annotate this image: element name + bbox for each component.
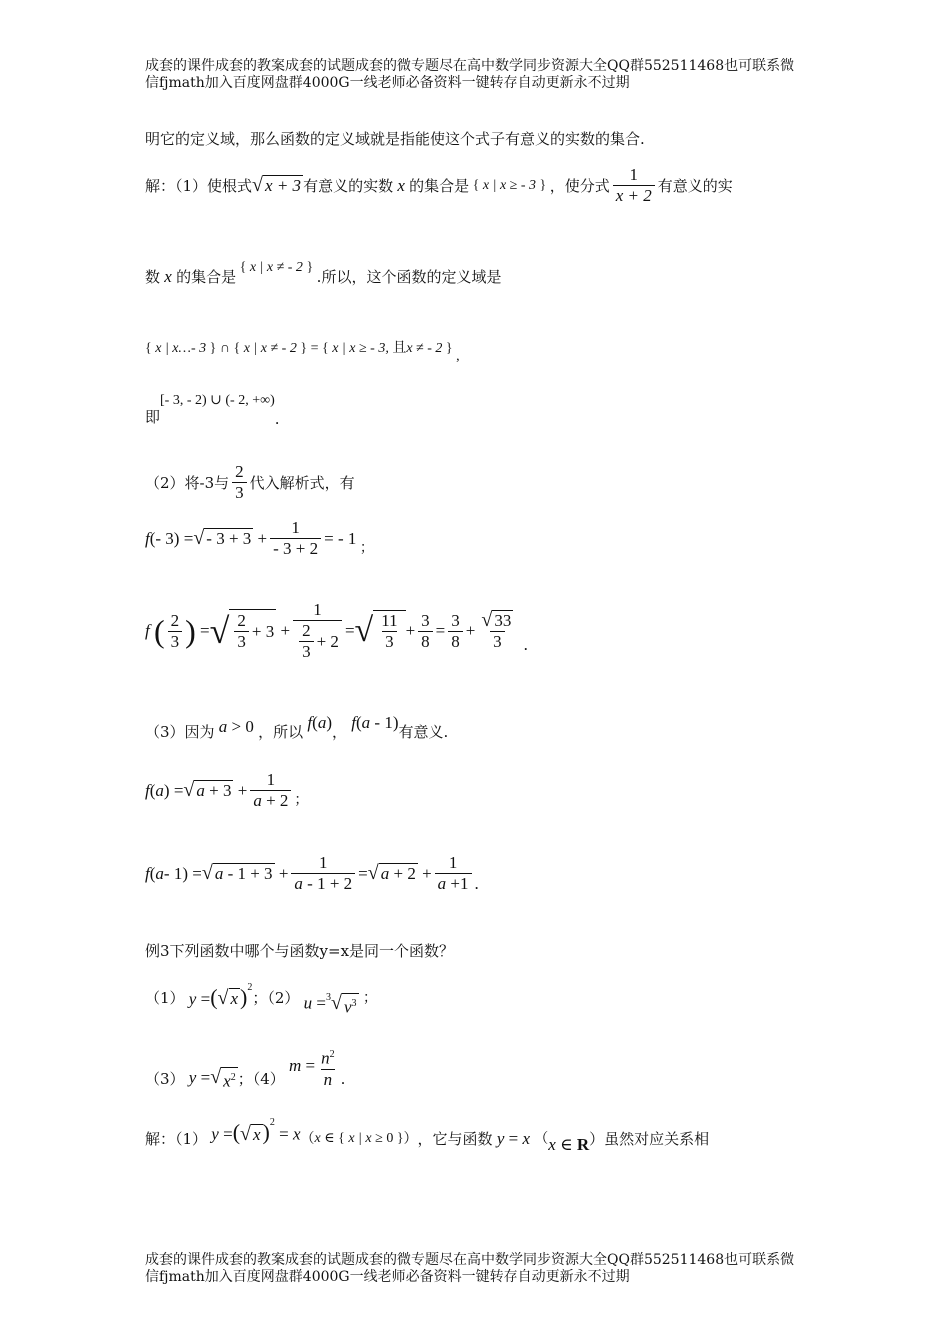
solution-1-text-g: 的集合是: [176, 268, 237, 286]
and-word: 且: [392, 341, 407, 356]
solution-3-formula: y =( √ x )$^2$ = x: [207, 1117, 301, 1145]
solution-3-text-b: ，它与函数: [417, 1130, 493, 1149]
set-x-ge-minus-3-alt: x | x…- 3: [155, 341, 207, 356]
var-x: x: [393, 175, 410, 195]
part-2-text-a: （2）将-3与: [145, 473, 230, 492]
example-3-options-3-4: （3） y = √ $x^2$ ；（4） m = $\frac{n^2}{n}$ .: [145, 1045, 345, 1090]
f-a: f(a): [303, 713, 332, 732]
solution-1-text-e: 有意义的实: [657, 176, 733, 195]
part-3-text-d: 有意义.: [398, 723, 449, 741]
set-x-ge-minus-3: { x | x ≥ - 3 }: [472, 177, 547, 193]
page-header: [145, 58, 805, 92]
option-3-label: （3）: [145, 1070, 185, 1089]
fraction-2-3: $\frac{2}{3}$: [232, 462, 247, 503]
part-2-text-b: 代入解析式，有: [249, 473, 355, 492]
option-2-formula: u =$^3$ √ $v^3$: [299, 991, 357, 1017]
equation-f-minus-3: f (- 3) = √ - 3 + 3 + $\frac{1}{- 3 + 2}$ = - 1 ；: [145, 518, 374, 558]
footer-line-1: 成套的课件成套的教案成套的试题成套的微专题尽在高中数学同步资源大全QQ群552511468也可联系微: [145, 1252, 795, 1268]
part-3-text-c: ，: [331, 723, 347, 741]
solution-3-text-c: ）虽然对应关系相: [589, 1130, 710, 1149]
example-3-question: 例3下列函数中哪个与函数y=x是同一个函数？: [145, 942, 455, 960]
page-footer: [145, 1252, 805, 1286]
solution-3-text-a: 解：（1）: [145, 1130, 208, 1149]
part-3-text-b: ，所以: [258, 723, 304, 741]
interval-line: 即 [- 3, - 2) ∪ (- 2, +∞) .: [145, 393, 280, 428]
solution-3-domain: x ∈ { x | x ≥ 0 }: [314, 1131, 404, 1147]
option-4-formula: m = $\frac{n^2}{n}$: [284, 1048, 335, 1089]
solution-1-intro: 解：（1）使根式: [145, 176, 253, 195]
example-3-solution-1: 解：（1） y =( √ x )$^2$ = x （ x ∈ { x | x ≥ 0 } ） ，它与函数 y = x （ x ∈ R ）虽然对应关系相: [145, 1117, 710, 1155]
part-3-intro: [145, 713, 449, 741]
x-in-R: x ∈ R: [548, 1135, 590, 1155]
header-line-2: 信fjmath加入百度网盘群4000G一线老师必备资料一键转存自动更新永不过期: [145, 75, 630, 91]
solution-1-text-c: 的集合是: [409, 176, 470, 195]
option-2-label: ；（2）: [252, 989, 300, 1008]
option-1-label: （1）: [145, 989, 185, 1008]
solution-1-text-h: .所以，这个函数的定义域是: [316, 268, 502, 286]
part-2-intro: [145, 462, 355, 503]
option-4-label: ；（4）: [237, 1070, 285, 1089]
option-3-formula: y = √ $x^2$: [184, 1066, 236, 1091]
paragraph-domain-definition: 明它的定义域，那么函数的定义域就是指能使这个式子有意义的实数的集合.: [145, 130, 645, 148]
part-3-text-a: （3）因为: [145, 723, 215, 741]
footer-line-2: 信fjmath加入百度网盘群4000G一线老师必备资料一键转存自动更新永不过期: [145, 1269, 630, 1285]
solution-1-text-d: ，使分式: [549, 176, 610, 195]
domain-interval: [- 3, - 2) ∪ (- 2, +∞): [160, 393, 275, 408]
sqrt-x-plus-3: √ x + 3: [252, 174, 302, 196]
y-equals-x: y = x: [492, 1129, 535, 1149]
example-3-options-1-2: （1） y =( √ x )$^2$ ；（2） u =$^3$ √ $v^3$ ；: [145, 981, 377, 1017]
fraction-1-over-x-plus-2: $\frac{1}{x + 2}$: [613, 165, 655, 206]
equation-f-two-thirds: f ( $\frac{2}{3}$ ) = √ $\frac{2}{3}$ + 3 + 1 $\frac{2}{3}$ + 2 = √ $\frac{11}{3}$ + $\frac{3}{8}$ = $\frac{3}{8}$ + √ 33 3 .: [145, 600, 528, 661]
option-1-formula: y =( √ x )$^2$: [184, 981, 253, 1010]
solution-1-line-2: [145, 260, 502, 286]
set-intersection-equation: { x | x…- 3 } ∩ { x | x ≠ - 2 } = { x | x ≥ - 3, 且 x ≠ - 2 } ,: [145, 341, 460, 364]
header-line-1: 成套的课件成套的教案成套的试题成套的微专题尽在高中数学同步资源大全QQ群552511468也可联系微: [145, 58, 795, 74]
var-x-2: x: [160, 267, 177, 286]
f-a-minus-1: f(a - 1): [347, 713, 399, 732]
set-x-ne-minus-2: { x | x ≠ - 2 }: [239, 260, 314, 275]
equation-f-a-minus-1: f ( a - 1) = √ a - 1 + 3 + $\frac{1}{a - 1 + 2}$ = √ a + 2 + $\frac{1}{a +1}$ .: [145, 853, 479, 893]
solution-1-line-1: [145, 165, 733, 206]
a-gt-0: a > 0: [214, 717, 254, 736]
solution-1-text-b: 有意义的实数: [303, 176, 394, 195]
equation-f-a: f ( a ) = √ a + 3 + $\frac{1}{a + 2}$ ；: [145, 770, 309, 810]
solution-1-text-f: 数: [145, 268, 161, 286]
ji-word: 即: [145, 408, 161, 426]
